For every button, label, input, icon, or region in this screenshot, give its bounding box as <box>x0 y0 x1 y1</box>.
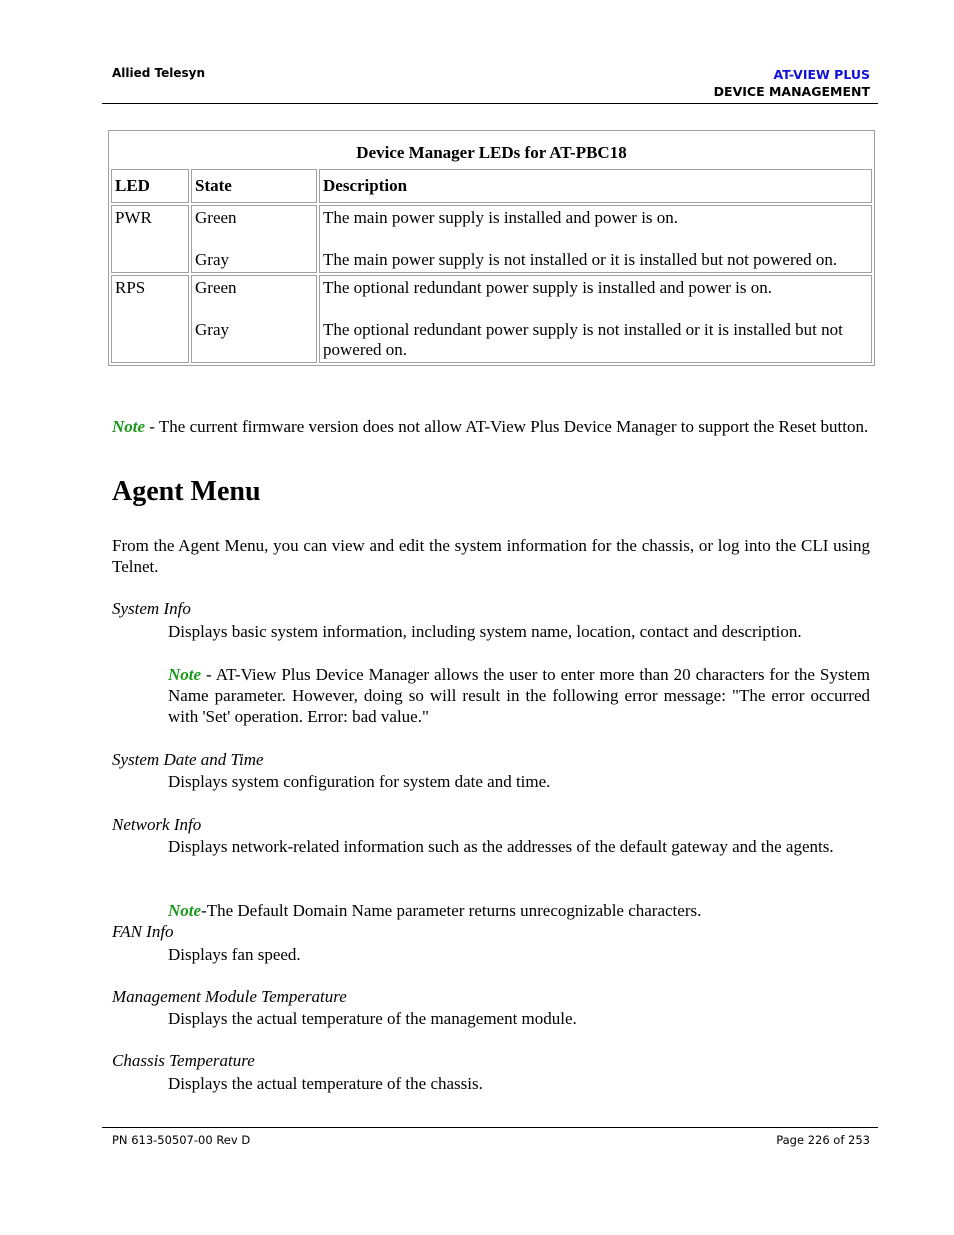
cell-state <box>191 275 317 363</box>
cell-description <box>319 205 872 273</box>
definition-system-info: Displays basic system information, including system name, location, contact and description. <box>168 622 802 641</box>
cell-description <box>319 275 872 363</box>
column-header-description: Description <box>319 169 872 203</box>
section-intro: From the Agent Menu, you can view and edit the system information for the chassis, or log into the CLI using Telnet. <box>112 536 870 576</box>
led-table <box>108 130 875 366</box>
note-network-info <box>168 900 870 921</box>
term-network-info: Network Info <box>112 815 202 834</box>
cell-led: RPS <box>111 275 189 363</box>
header-section: DEVICE MANAGEMENT <box>713 84 870 99</box>
reset-note-text: - The current firmware version does not allow AT-View Plus Device Manager to support the Reset button. <box>149 417 869 436</box>
table-row <box>111 205 872 273</box>
column-header-state: State <box>191 169 317 203</box>
description-green: The main power supply is installed and power is on. <box>323 208 679 227</box>
led-table-header-row <box>111 169 872 203</box>
footer-rule <box>102 1127 878 1128</box>
header-rule <box>102 103 878 104</box>
header-company: Allied Telesyn <box>112 66 206 80</box>
state-green: Green <box>195 278 237 297</box>
term-fan-info: FAN Info <box>112 922 174 941</box>
table-row <box>111 275 872 363</box>
description-green: The optional redundant power supply is installed and power is on. <box>323 278 772 297</box>
state-gray: Gray <box>195 250 229 269</box>
term-system-info: System Info <box>112 599 191 618</box>
column-header-led: LED <box>111 169 189 203</box>
state-gray: Gray <box>195 320 229 339</box>
term-management-module-temperature: Management Module Temperature <box>112 987 347 1006</box>
definition-fan-info: Displays fan speed. <box>168 945 301 964</box>
note-keyword: Note <box>168 665 202 684</box>
section-heading: Agent Menu <box>112 476 261 507</box>
footer-part-number: PN 613-50507-00 Rev D <box>112 1133 251 1147</box>
cell-led: PWR <box>111 205 189 273</box>
note-system-info <box>168 664 870 727</box>
definition-system-date-time: Displays system configuration for system date and time. <box>168 772 551 791</box>
term-system-date-time: System Date and Time <box>112 750 264 769</box>
definition-management-module-temperature: Displays the actual temperature of the management module. <box>168 1009 577 1028</box>
definition-network-info: Displays network-related information such as the addresses of the default gateway and the agents. <box>168 837 834 856</box>
header-product: AT-VIEW PLUS <box>773 67 870 82</box>
led-table-title: Device Manager LEDs for AT-PBC18 <box>356 143 627 162</box>
note-network-info-text: -The Default Domain Name parameter returns unrecognizable characters. <box>201 901 702 920</box>
note-system-info-text: - AT-View Plus Device Manager allows the user to enter more than 20 characters for the System Name parameter. However, doing so will result in the following error message: "The error occurred with 'Set' operation. Error: bad value." <box>168 665 870 726</box>
term-chassis-temperature: Chassis Temperature <box>112 1051 255 1070</box>
note-keyword: Note <box>168 901 202 920</box>
description-gray: The main power supply is not installed or it is installed but not powered on. <box>323 250 838 269</box>
description-gray: The optional redundant power supply is not installed or it is installed but not powered on. <box>323 320 843 359</box>
header-right <box>714 66 870 100</box>
reset-note <box>112 416 870 437</box>
definition-chassis-temperature: Displays the actual temperature of the chassis. <box>168 1074 483 1093</box>
note-keyword: Note <box>112 417 146 436</box>
state-green: Green <box>195 208 237 227</box>
footer-page-number: Page 226 of 253 <box>776 1133 870 1147</box>
cell-state <box>191 205 317 273</box>
